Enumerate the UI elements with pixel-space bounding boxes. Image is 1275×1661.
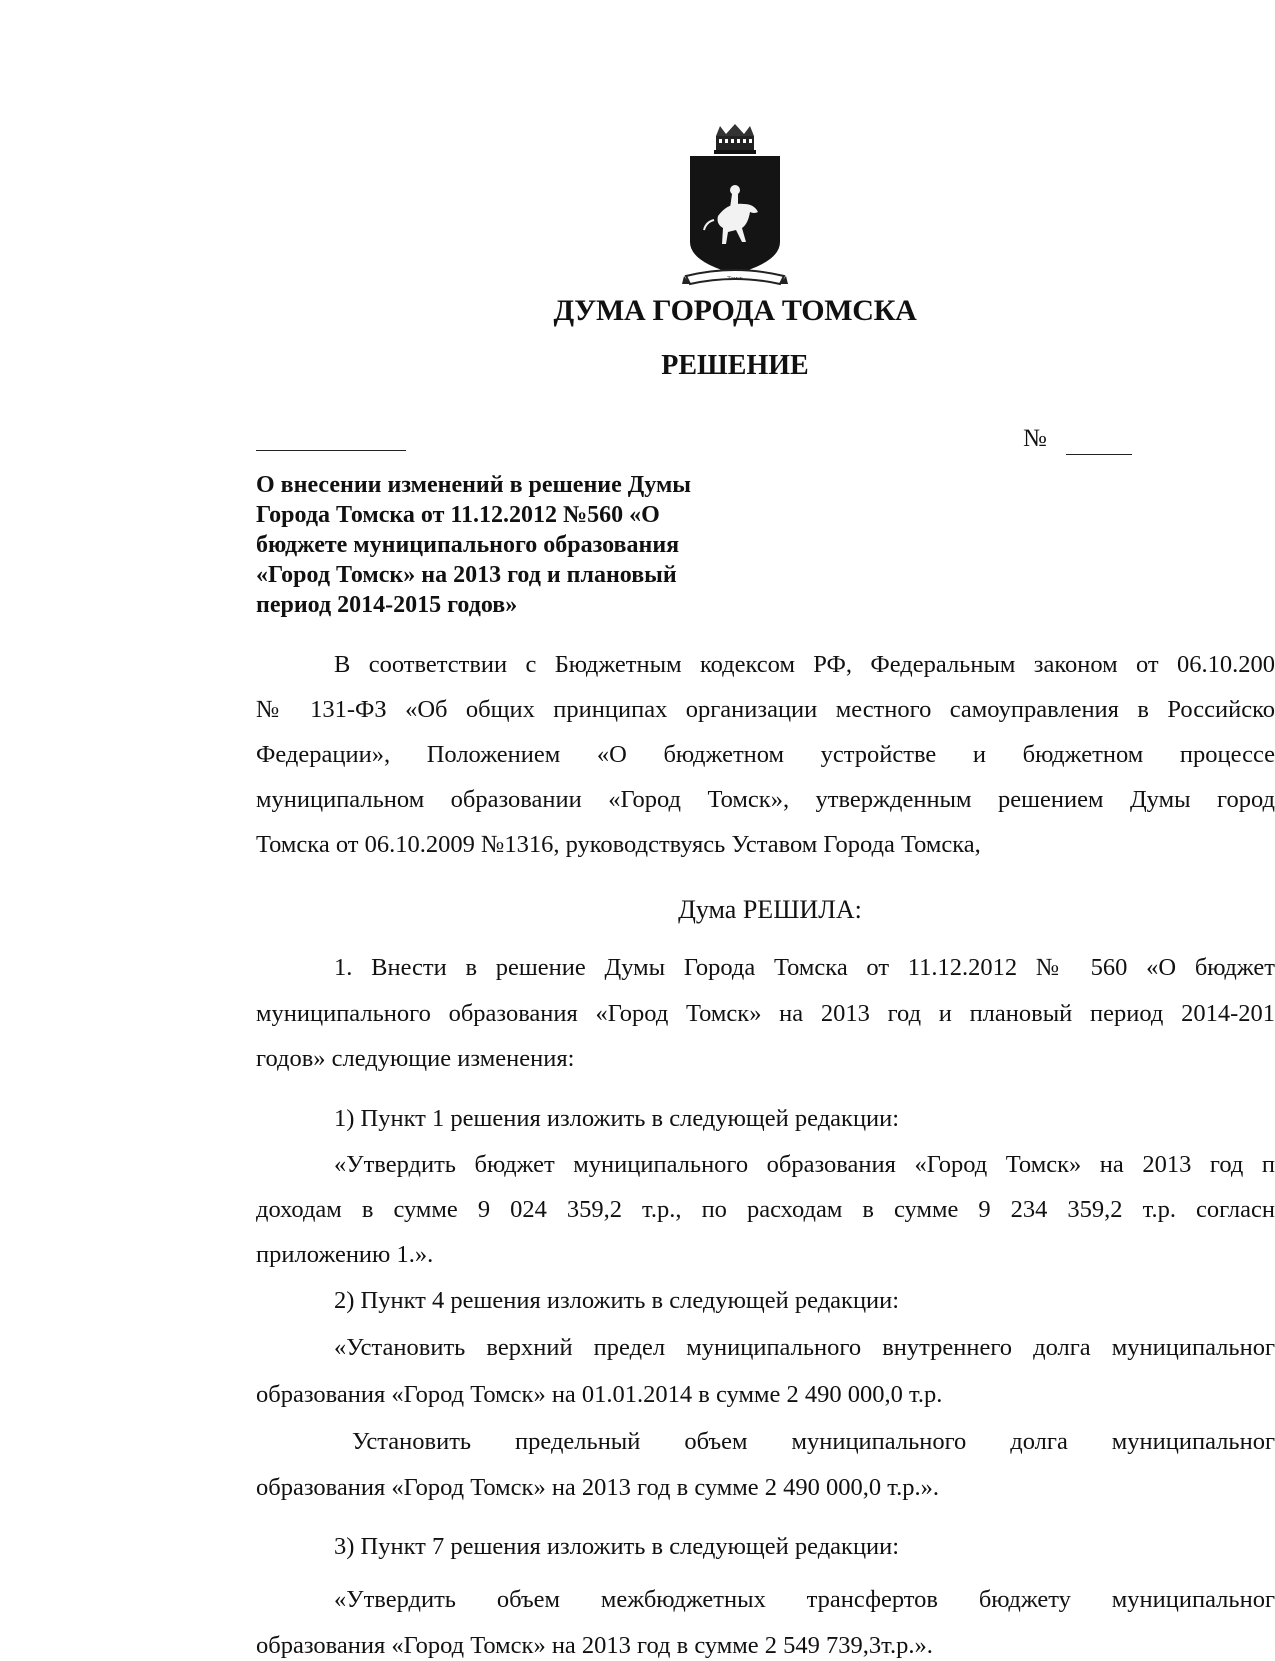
sub2-heading: 2) Пункт 4 решения изложить в следующей редакции:: [334, 1287, 900, 1314]
preamble-line: № 131-ФЗ «Об общих принципах организации местного самоуправления в Российско: [256, 696, 1275, 723]
sub1-heading: 1) Пункт 1 решения изложить в следующей редакции:: [334, 1105, 900, 1132]
subject-line: бюджете муниципального образования: [256, 532, 680, 558]
crown-icon: [714, 124, 756, 154]
item1-line: годов» следующие изменения:: [256, 1045, 575, 1072]
sub2-line: Установить предельный объем муниципального долга муниципальног: [352, 1428, 1275, 1455]
sub3-line: образования «Город Томск» на 2013 год в сумме 2 549 739,3т.р.».: [256, 1632, 933, 1659]
resolution-heading: Дума РЕШИЛА:: [678, 895, 862, 924]
number-label: №: [1023, 425, 1047, 452]
date-blank-line: [256, 450, 406, 451]
subject-line: «Город Томск» на 2013 год и плановый: [256, 562, 677, 588]
city-coat-of-arms-emblem: [680, 124, 790, 296]
sub1-line: приложению 1.».: [256, 1241, 434, 1268]
sub2-line: образования «Город Томск» на 2013 год в сумме 2 490 000,0 т.р.».: [256, 1474, 940, 1501]
sub2-line: образования «Город Томск» на 01.01.2014 в сумме 2 490 000,0 т.р.: [256, 1381, 943, 1408]
organization-title: ДУМА ГОРОДА ТОМСКА: [553, 294, 917, 327]
preamble-line: Федерации», Положением «О бюджетном устройстве и бюджетном процессе: [256, 741, 1275, 768]
sub2-line: «Установить верхний предел муниципального внутреннего долга муниципальног: [334, 1334, 1275, 1361]
document-subject: [256, 470, 776, 620]
preamble-line: Томска от 06.10.2009 №1316, руководствуясь Уставом Города Томска,: [256, 831, 981, 858]
ribbon-icon: [682, 270, 788, 284]
subject-line: период 2014-2015 годов»: [256, 592, 518, 618]
preamble-line: муниципальном образовании «Город Томск», утвержденным решением Думы город: [256, 786, 1275, 813]
sub1-line: «Утвердить бюджет муниципального образования «Город Томск» на 2013 год п: [334, 1151, 1275, 1178]
sub3-line: «Утвердить объем межбюджетных трансфертов бюджету муниципальног: [334, 1586, 1275, 1613]
sub1-line: доходам в сумме 9 024 359,2 т.р., по расходам в сумме 9 234 359,2 т.р. согласн: [256, 1196, 1275, 1223]
sub3-heading: 3) Пункт 7 решения изложить в следующей редакции:: [334, 1533, 900, 1560]
item1-line: муниципального образования «Город Томск» на 2013 год и плановый период 2014-201: [256, 1000, 1275, 1027]
subject-line: Города Томска от 11.12.2012 №560 «О: [256, 502, 660, 528]
subject-line: О внесении изменений в решение Думы: [256, 472, 692, 498]
document-type: РЕШЕНИЕ: [661, 350, 809, 381]
preamble-line: В соответствии с Бюджетным кодексом РФ, Федеральным законом от 06.10.200: [334, 651, 1275, 678]
number-blank-line: [1066, 454, 1132, 455]
item1-line: 1. Внести в решение Думы Города Томска от 11.12.2012 № 560 «О бюджет: [334, 954, 1275, 981]
emblem-ribbon-text: Томск: [727, 276, 743, 282]
